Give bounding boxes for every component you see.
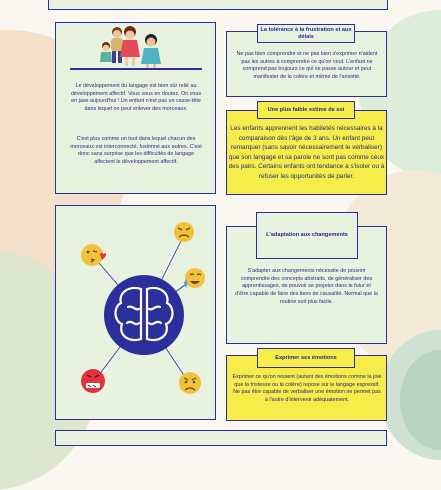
self-esteem-title: Une plus faible estime de soi	[257, 101, 355, 119]
kissing-face-icon	[81, 244, 106, 266]
illustration-divider	[70, 68, 202, 70]
bottom-partial-card	[55, 430, 387, 446]
emotions-title: Exprimer ses émotions	[257, 348, 355, 368]
adaptation-title: L'adaptation aux changements	[256, 212, 358, 259]
intro-paragraph-1: Le développement du langage est bien sûr relié au développement affectif. Vous vous en doutez. On vous en jase aujourd'hui ! Un enfant n'est pas un casse-tête dans lequel on peut enlever des morceaux.	[70, 83, 202, 113]
angry-face-icon	[174, 222, 194, 242]
children-illustration	[94, 24, 174, 70]
brain-diagram	[55, 205, 216, 420]
confounded-face-icon	[81, 369, 105, 393]
top-partial-card	[48, 0, 388, 10]
self-esteem-text: Les enfants apprennent les habiletés nécessaires à la comparaison dès l'âge de 3 ans. Un enfant peut remarquer (sans savoir nécessairement le verbaliser) que son langage et sa parole ne sont pas comme ceux des pairs. Certains enfants ont tendance à s'isoler ou à refuser les opportunités de parler.	[228, 125, 385, 181]
emotions-text: Exprimer ce qu'on ressent (autant des émotions comme la joie que la tristesse ou la colère) repose sur le langage expressif. Ne pas être capable de verbaliser une émotion ne permet pas à l'autre d'intervenir adéquatement.	[232, 374, 382, 404]
frustration-text: Ne pas bien comprendre et ne pas bien s'exprimer n'aident pas les autres à comprendre ce qu'on veut. L'enfant ne comprend pas toujours ce qui se passe autour et peut manifester de la colère et même de l'anxiété.	[236, 51, 378, 81]
adaptation-text: S'adapter aux changements nécessite de pouvoir comprendre des concepts abstraits, de généraliser des apprentissages, de pouvoir se projeter dans le futur et d'être capable de faire des liens de causalité. Normal que la routine soit plus facile.	[235, 268, 378, 305]
crying-laugh-face-icon	[184, 268, 205, 288]
intro-paragraph-2: C'est plus comme un tout dans lequel chacun des morceaux est interconnecté, fusionné aux autres. C'est donc sans surprise que les difficultés de langage affectent le développement affectif.	[70, 136, 202, 166]
frustration-title: La tolérance à la frustration et aux délais	[257, 24, 355, 43]
sad-face-icon	[179, 372, 201, 394]
